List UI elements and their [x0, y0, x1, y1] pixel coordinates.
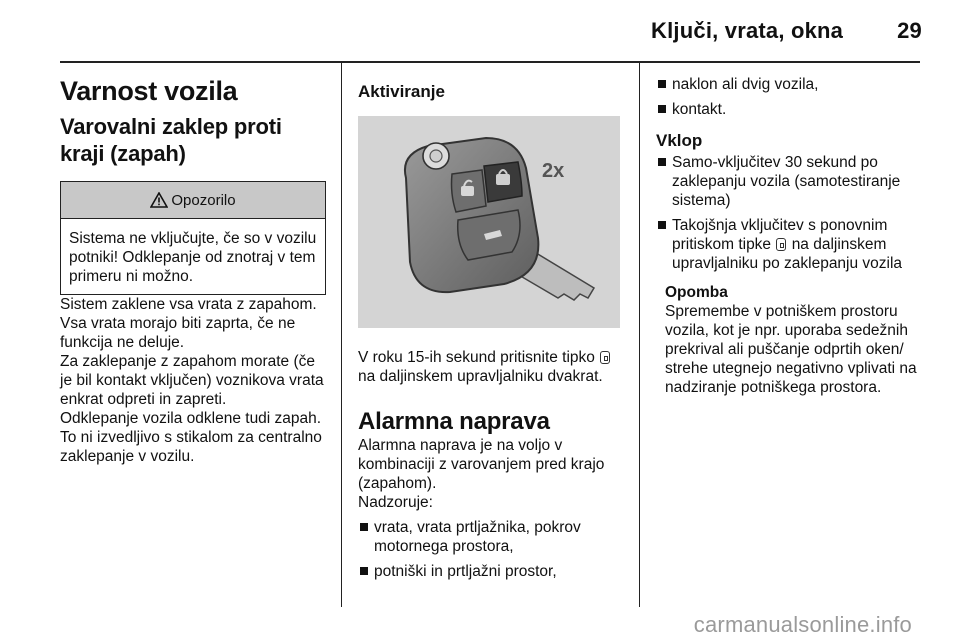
- activation-text-before: V roku 15-ih sekund pritisnite tipko: [358, 349, 595, 366]
- warning-triangle-icon: [150, 192, 168, 208]
- note-title: Opomba: [665, 284, 728, 301]
- warning-label: Opozorilo: [171, 191, 236, 209]
- vklop-item-text-after: na daljinskem upravljalniku po zaklepanju vozila: [672, 236, 903, 272]
- page-number: 29: [897, 18, 922, 43]
- paragraph: Odklepanje vozila odklene tudi zapah. To ni izvedljivo s stikalom za centralno zaklepanje v vozilu.: [60, 410, 322, 465]
- vklop-list: [656, 153, 924, 273]
- warning-box: [60, 181, 326, 295]
- monitors-list: [358, 518, 624, 581]
- column-middle: [358, 63, 624, 587]
- remote-key-fob-icon: [358, 116, 620, 328]
- key-lock-icon: [600, 351, 610, 364]
- column-divider-2: [639, 63, 640, 607]
- key-lock-icon: [776, 238, 786, 251]
- list-item: naklon ali dvig vozila,: [656, 75, 924, 94]
- press-count-label: 2x: [542, 160, 565, 182]
- list-item: potniški in prtljažni prostor,: [358, 562, 624, 581]
- page-header: [651, 18, 922, 44]
- monitors-label: Nadzoruje:: [358, 494, 433, 511]
- column-right: [656, 63, 924, 397]
- warning-text: Sistema ne vključujte, če so v vozilu potniki! Odklepanje od znotraj v tem primeru ni možno.: [69, 230, 317, 285]
- section-title: Varnost vozila: [60, 76, 238, 106]
- activation-text-after: na daljinskem upravljalniku dvakrat.: [358, 368, 603, 385]
- activation-heading: Aktiviranje: [358, 82, 445, 101]
- vklop-item-text-before: Takojšnja vključitev s ponovnim pritiskom tipke: [672, 217, 888, 253]
- paragraph: Sistem zaklene vsa vrata z zapahom. Vsa vrata morajo biti zaprta, če ne funkcija ne deluje.: [60, 296, 317, 351]
- vklop-title: Vklop: [656, 131, 703, 150]
- list-item: kontakt.: [656, 100, 924, 119]
- column-left: [60, 63, 326, 466]
- warning-header: [61, 182, 325, 219]
- subsection-title: Varovalni zaklep proti kraji (zapah): [60, 114, 282, 166]
- monitors-list-continued: [656, 75, 924, 119]
- activation-text: [358, 348, 624, 386]
- note-block: [656, 283, 924, 397]
- note-text: Spremembe v potniškem prostoru vozila, kot je npr. uporaba sedežnih prekrival ali puščanje odprtih oken/ strehe utegnejo negativno vplivati na nadziranje potniškega prostora.: [665, 303, 917, 396]
- watermark: carmanualsonline.info: [693, 612, 912, 637]
- alarm-text: Alarmna naprava je na voljo v kombinaciji z varovanjem pred krajo (zapahom).: [358, 437, 605, 492]
- header-title: Ključi, vrata, okna: [651, 18, 844, 43]
- list-item: [656, 216, 924, 273]
- alarm-title: Alarmna naprava: [358, 408, 550, 435]
- column-divider-1: [341, 63, 342, 607]
- key-fob-figure: [358, 116, 620, 328]
- paragraph: Za zaklepanje z zapahom morate (če je bil kontakt vključen) voznikova vrata enkrat odpreti in zapreti.: [60, 353, 324, 408]
- list-item: Samo-vključitev 30 sekund po zaklepanju vozila (samotestiranje sistema): [656, 153, 924, 210]
- list-item: vrata, vrata prtljažnika, pokrov motornega prostora,: [358, 518, 624, 556]
